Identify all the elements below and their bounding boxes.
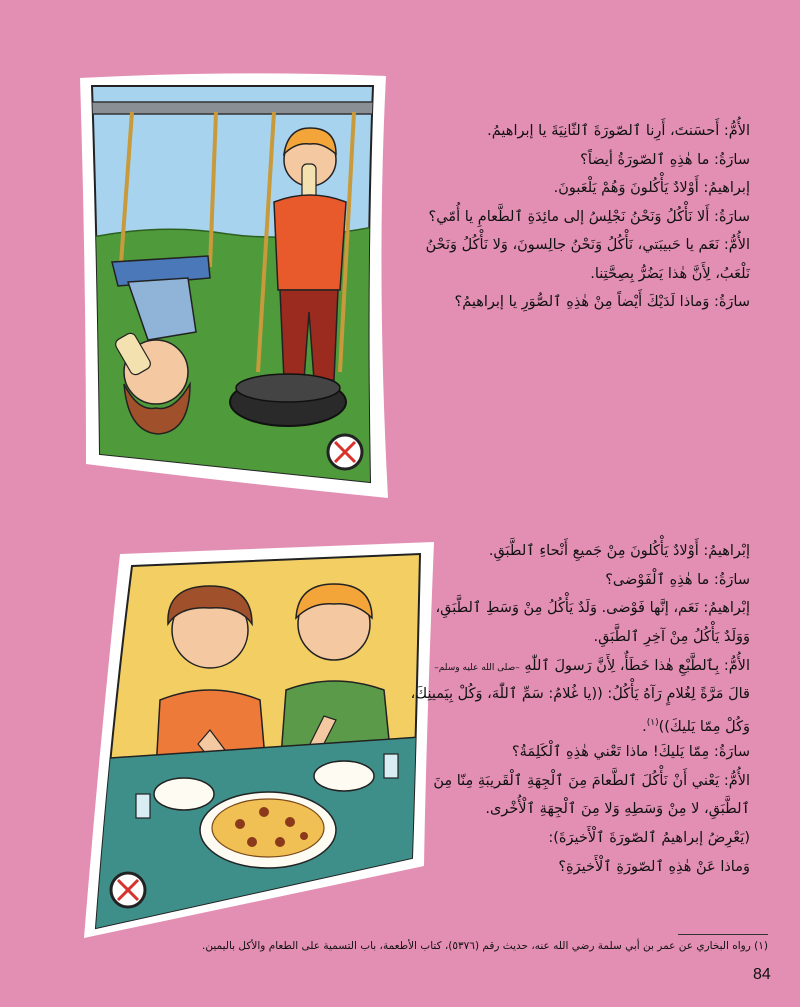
dialogue-line: (يَعْرِضُ إبراهيمُ ٱلصّورَةَ ٱلْأَخيرَةَ): <box>548 829 750 846</box>
dialogue-line: ٱلطَّبَقِ، لا مِنْ وَسَطِهِ وَلا مِنَ ٱلْجِهَةِ ٱلْأُخْرى. <box>485 801 750 818</box>
dialogue-line: سارَةُ: أَلا نَأْكُلُ وَنَحْنُ نَجْلِسُ إلى مائِدَةِ ٱلطَّعامِ يا أُمّي؟ <box>428 208 750 225</box>
dialogue-text: الأُمُّ: بِٱلطَّبْعِ هٰذا خَطَأٌ، لِأَنَّ رَسولَ ٱللّٰهِ <box>524 657 750 674</box>
dialogue-line: سارَةُ: وَماذا لَدَيْكَ أَيْضاً مِنْ هٰذِهِ ٱلصُّوَرِ يا إبراهيمُ؟ <box>454 294 750 310</box>
salla-honorific: –صلى الله عليه وسلم– <box>434 662 520 673</box>
dialogue-line: الأُمُّ: يَعْني أَنْ نَأْكُلَ ٱلطَّعامَ مِنَ ٱلْجِهَةِ ٱلْقَريبَةِ مِنّا مِنَ <box>433 772 750 789</box>
footnote-divider <box>678 934 768 935</box>
dialogue-line: سارَةُ: ما هٰذِهِ ٱلْفَوْضى؟ <box>605 571 750 588</box>
hadith-text: وَكُلْ مِمّا يَليكَ)) <box>658 718 750 735</box>
dialogue-line: وَوَلَدٌ يَأْكُلُ مِنْ آخِرِ ٱلطَّبَقِ. <box>593 629 750 646</box>
dialogue-line: سارَةُ: مِمّا يَليكَ! ماذا تَعْني هٰذِهِ ٱلْكَلِمَةُ؟ <box>511 743 750 760</box>
dialogue-bottom <box>350 537 750 881</box>
dialogue-line: قالَ مَرَّةً لِغُلامٍ رَآهُ يَأْكُلُ: ((يا غُلامُ: سَمِّ ٱللّٰهَ، وَكُلْ بِيَمينِكَ، <box>410 686 750 703</box>
page-number: 84 <box>753 966 771 983</box>
illustration-swings <box>78 72 396 500</box>
dialogue-line: وَماذا عَنْ هٰذِهِ ٱلصّورَةِ ٱلْأَخيرَةِ؟ <box>558 858 750 875</box>
dialogue-line: إبْراهيمُ: نَعَم، إنَّها فَوْضى. وَلَدٌ يَأْكُلُ مِنْ وَسَطِ ٱلطَّبَقِ، <box>435 600 750 617</box>
forbidden-icon <box>328 435 362 469</box>
dialogue-line: إبراهيمُ: أَوْلادٌ يَأْكُلونَ وَهُمْ يَلْعَبونَ. <box>553 180 750 196</box>
dialogue-line: وَكُلْ مِمّا يَليكَ))$^{(١)}$. <box>642 718 750 735</box>
dialogue-top <box>360 117 750 317</box>
dialogue-line: إبْراهيمُ: أَوْلادٌ يَأْكُلونَ مِنْ جَميعِ أَنْحاءِ ٱلطَّبَقِ. <box>488 543 750 559</box>
forbidden-icon <box>111 873 145 907</box>
dialogue-line: الأُمُّ: نَعَم يا حَبيبَتي، نَأْكُلُ وَنَحْنُ جالِسونَ، وَلا نَأْكُلُ وَنَحْنُ <box>425 237 750 253</box>
footnote-marker: (١) <box>646 718 659 729</box>
dialogue-line: سارَةُ: ما هٰذِهِ ٱلصّورَةُ أيضاً؟ <box>580 151 750 168</box>
dialogue-line: الأُمُّ: أَحسَنتَ، أَرِنا ٱلصّورَةَ ٱلثّانِيَةَ يا إبراهيمُ. <box>487 123 750 139</box>
dialogue-line: نَلْعَبُ، لِأَنَّ هٰذا يَضُرُّ بِصِحَّتِنا. <box>590 265 750 282</box>
dialogue-line <box>350 652 750 681</box>
footnote: (١) رواه البخاري عن عمر بن أبي سلمة رضي الله عنه، حديث رقم (٥٣٧٦)، كتاب الأطعمة، باب التسمية على الطعام والأكل باليمين. <box>202 940 768 952</box>
